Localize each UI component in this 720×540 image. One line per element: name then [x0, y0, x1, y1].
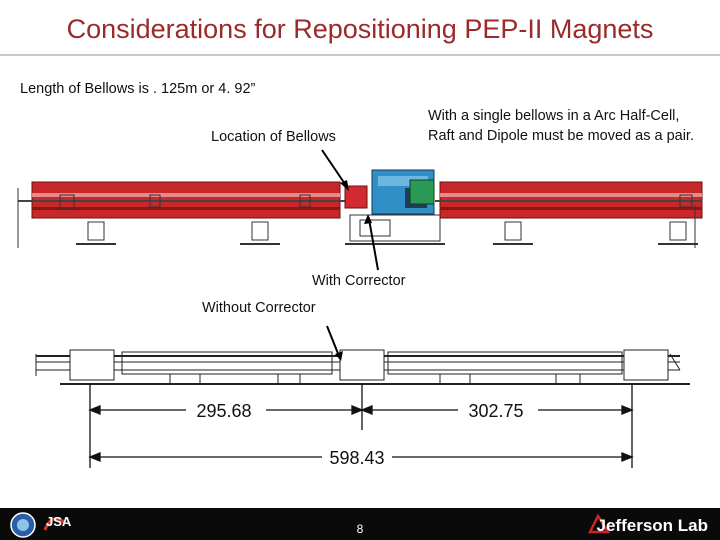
slide-title: Considerations for Repositioning PEP-II Magnets [66, 14, 654, 44]
jefferson-lab-brand: Jefferson Lab [596, 516, 708, 535]
dim-total-value: 598.43 [329, 448, 385, 468]
left-dipole-magnet [18, 182, 345, 218]
location-of-bellows-label: Location of Bellows [211, 129, 336, 145]
dim-right-value: 302.75 [468, 401, 524, 421]
jsa-logo-text: JSA [46, 514, 72, 529]
with-corrector-arrow [364, 214, 378, 270]
page-number: 8 [356, 522, 364, 536]
bellows-and-corrector [345, 170, 445, 244]
bellows-length-text: Length of Bellows is . 125m or 4. 92” [20, 81, 256, 97]
lower-magnet-drawing [36, 350, 690, 384]
pairing-note: With a single bellows in a Arc Half-Cell, Raft and Dipole must be moved as a pair. [428, 108, 694, 144]
dim-left-value: 295.68 [196, 401, 252, 421]
without-corrector-label: Without Corrector [202, 300, 316, 316]
with-corrector-label: With Corrector [312, 273, 406, 289]
right-dipole-magnet [435, 182, 702, 218]
